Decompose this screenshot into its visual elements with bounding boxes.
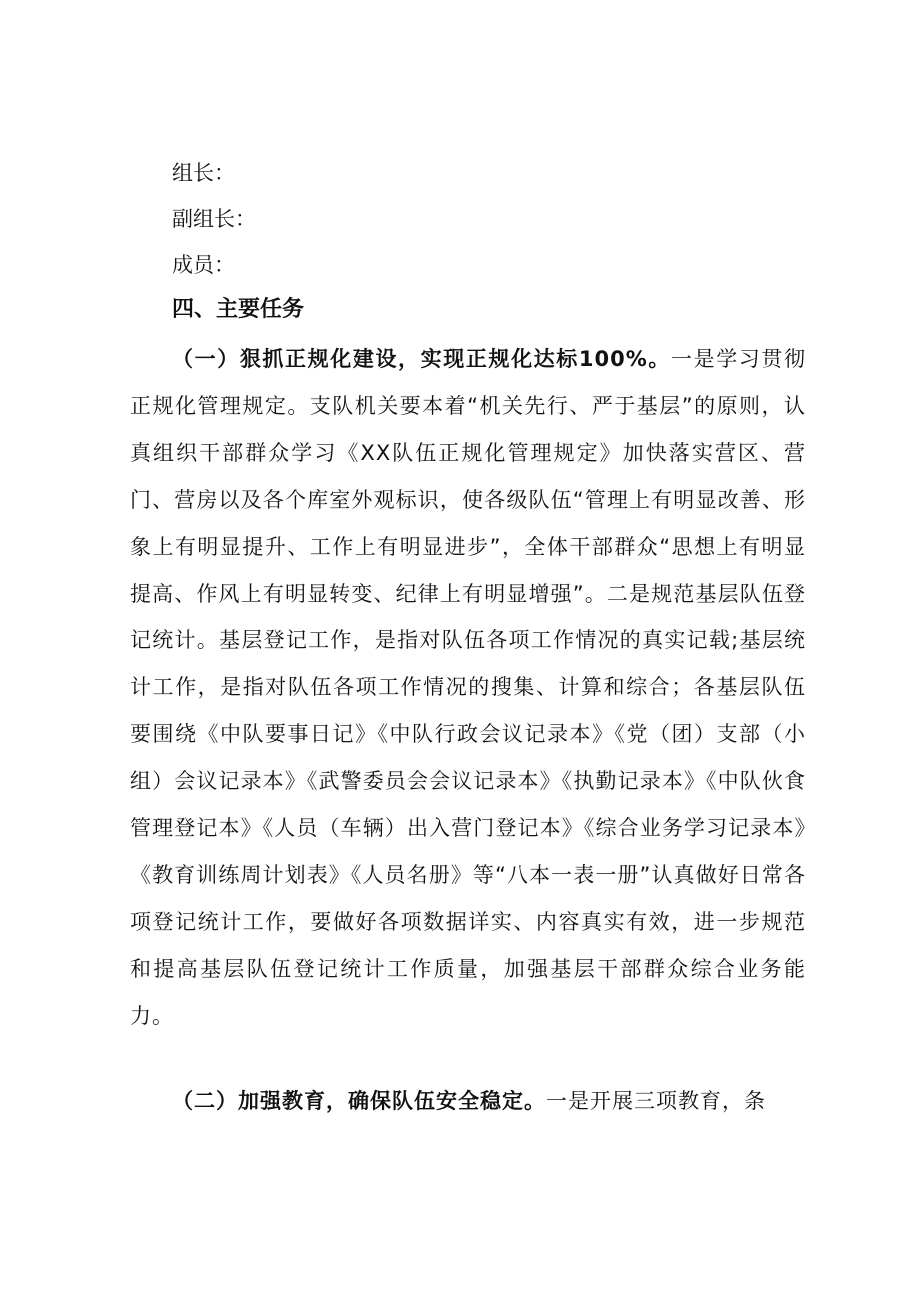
paragraph-lead-education: （二）加强教育，确保队伍安全稳定。 <box>172 1089 546 1113</box>
paragraph-lead-regularization: （一）狠抓正规化建设，实现正规化达标100%。 <box>172 347 671 371</box>
paragraph-body-education: 一是开展三项教育，条 <box>546 1089 766 1113</box>
section-heading-main-tasks: 四、主要任务 <box>172 297 305 322</box>
leader-label: 组长： <box>172 161 235 185</box>
paragraph-regularization <box>130 336 806 1040</box>
deputy-leader-label: 副组长： <box>172 207 256 231</box>
paragraph-education <box>130 1078 806 1125</box>
members-label: 成员： <box>172 253 235 277</box>
paragraph-body-regularization: 一是学习贯彻正规化管理规定。支队机关要本着“机关先行、严于基层”的原则，认真组织干部群众学习《XX队伍正规化管理规定》加快落实营区、营门、营房以及各个库室外观标识，使各级队伍“管理上有明显改善、形象上有明显提升、工作上有明显进步”，全体干部群众“思想上有明显提高、作风上有明显转变、纪律上有明显增强”。二是规范基层队伍登记统计。基层登记工作，是指对队伍各项工作情况的真实记载;基层统计工作，是指对队伍各项工作情况的搜集、计算和综合；各基层队伍要围绕《中队要事日记》《中队行政会议记录本》《党（团）支部（小组）会议记录本》《武警委员会会议记录本》《执勤记录本》《中队伙食管理登记本》《人员（车辆）出入营门登记本》《综合业务学习记录本》《教育训练周计划表》《人员名册》等“八本一表一册”认真做好日常各项登记统计工作，要做好各项数据详实、内容真实有效，进一步规范和提高基层队伍登记统计工作质量，加强基层干部群众综合业务能力。 <box>130 347 807 1028</box>
